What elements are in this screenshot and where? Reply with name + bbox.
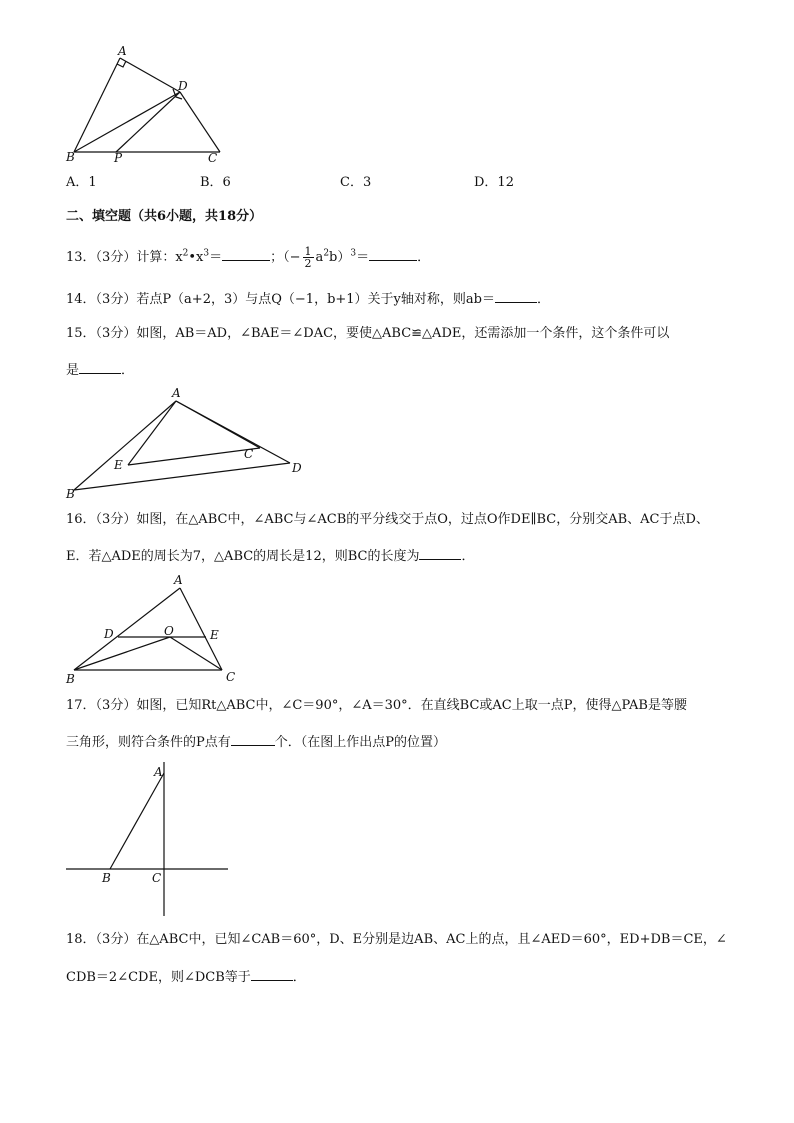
- q16-label-b: B: [66, 672, 75, 686]
- q12-figure: [65, 44, 220, 165]
- q12-label-a: A: [118, 44, 127, 58]
- q13-blank-1[interactable]: [222, 247, 270, 261]
- q13-frac-num: 1: [304, 245, 312, 258]
- q17-figure: [66, 762, 228, 916]
- q16-label-e: E: [210, 628, 219, 642]
- q16-label-c: C: [226, 670, 236, 684]
- q17-label-c: C: [152, 871, 162, 885]
- q13-sup3: 2: [323, 248, 330, 259]
- q18-end: ．: [292, 970, 306, 985]
- q17-blank[interactable]: [231, 732, 275, 746]
- section-heading: 二、填空题（共6小题，共18分）: [66, 209, 263, 224]
- q14-blank[interactable]: [495, 289, 537, 303]
- q15-line-1: 15．（3分）如图，AB＝AD，∠BAE＝∠DAC，要使△ABC≌△ADE，还需添加一个条件，这个条件可以: [66, 326, 670, 341]
- q16-end: ．: [461, 549, 475, 564]
- q12-choice-d: D．12: [474, 175, 514, 190]
- q17-label-b: B: [102, 871, 111, 885]
- q12-label-p: P: [114, 151, 123, 165]
- q13-dot: •x: [188, 250, 204, 265]
- q15-label-e: E: [114, 458, 123, 472]
- q13-eq2: ＝: [356, 250, 370, 265]
- q15-label-d: D: [292, 461, 302, 475]
- q16-label-a: A: [174, 573, 183, 587]
- q13-prefix: 13．（3分）计算：x: [66, 250, 183, 265]
- q13-eq1: ＝: [209, 250, 223, 265]
- q18-line-2: [66, 967, 306, 987]
- q16-prefix: E．若△ADE的周长为7，△ABC的周长是12，则BC的长度为: [66, 549, 420, 564]
- q18-blank[interactable]: [251, 967, 293, 981]
- q13-sup1: 2: [182, 248, 189, 259]
- q12-label-c: C: [208, 151, 218, 165]
- q13-fraction: [303, 246, 314, 269]
- q15-label-b: B: [66, 487, 75, 501]
- q13-end: ．: [417, 250, 431, 265]
- q16-line-2: [66, 546, 475, 566]
- q12-label-d: D: [178, 79, 188, 93]
- q15-figure: [65, 386, 302, 501]
- q15-prefix: 是: [66, 363, 80, 378]
- q14-line: [66, 289, 550, 309]
- q13-sep: ；（−: [270, 250, 301, 265]
- q15-line-2: [66, 360, 134, 380]
- q13-b: b）: [329, 250, 351, 265]
- q14-text: 14．（3分）若点P（a+2，3）与点Q（−1，b+1）关于y轴对称，则ab＝: [66, 292, 495, 307]
- q13-sup2: 3: [203, 248, 210, 259]
- q13-frac-den: 2: [304, 257, 312, 270]
- q15-label-a: A: [172, 386, 181, 400]
- q16-label-o: O: [164, 624, 174, 638]
- q12-choice-b: B．6: [200, 175, 231, 190]
- q17-line-2: [66, 732, 446, 752]
- q12-choice-a: A．1: [66, 175, 97, 190]
- q13-line: [66, 246, 430, 269]
- q18-line-1: 18．（3分）在△ABC中，已知∠CAB＝60°，D、E分别是边AB、AC上的点，且∠AED＝60°，ED+DB＝CE，∠: [66, 932, 727, 947]
- q12-choice-c: C．3: [340, 175, 372, 190]
- q18-prefix: CDB＝2∠CDE，则∠DCB等于: [66, 970, 251, 985]
- q13-sup4: 3: [350, 248, 357, 259]
- q14-end: ．: [536, 292, 550, 307]
- q16-line-1: 16．（3分）如图，在△ABC中，∠ABC与∠ACB的平分线交于点O，过点O作DE∥BC，分别交AB、AC于点D、: [66, 512, 709, 527]
- q15-end: ．: [121, 363, 135, 378]
- q12-label-b: B: [66, 150, 75, 164]
- q17-end: 个．（在图上作出点P的位置）: [274, 735, 446, 750]
- q15-label-c: C: [244, 447, 254, 461]
- q16-label-d: D: [104, 627, 114, 641]
- q17-label-a: A: [154, 765, 163, 779]
- q17-prefix: 三角形，则符合条件的P点有: [66, 735, 231, 750]
- q15-blank[interactable]: [79, 360, 121, 374]
- q16-blank[interactable]: [419, 546, 461, 560]
- q16-figure: [65, 573, 235, 686]
- q13-blank-2[interactable]: [369, 247, 417, 261]
- q13-mid: a: [315, 250, 324, 265]
- q17-line-1: 17．（3分）如图，已知Rt△ABC中，∠C＝90°，∠A＝30°．在直线BC或AC上取一点P，使得△PAB是等腰: [66, 698, 687, 713]
